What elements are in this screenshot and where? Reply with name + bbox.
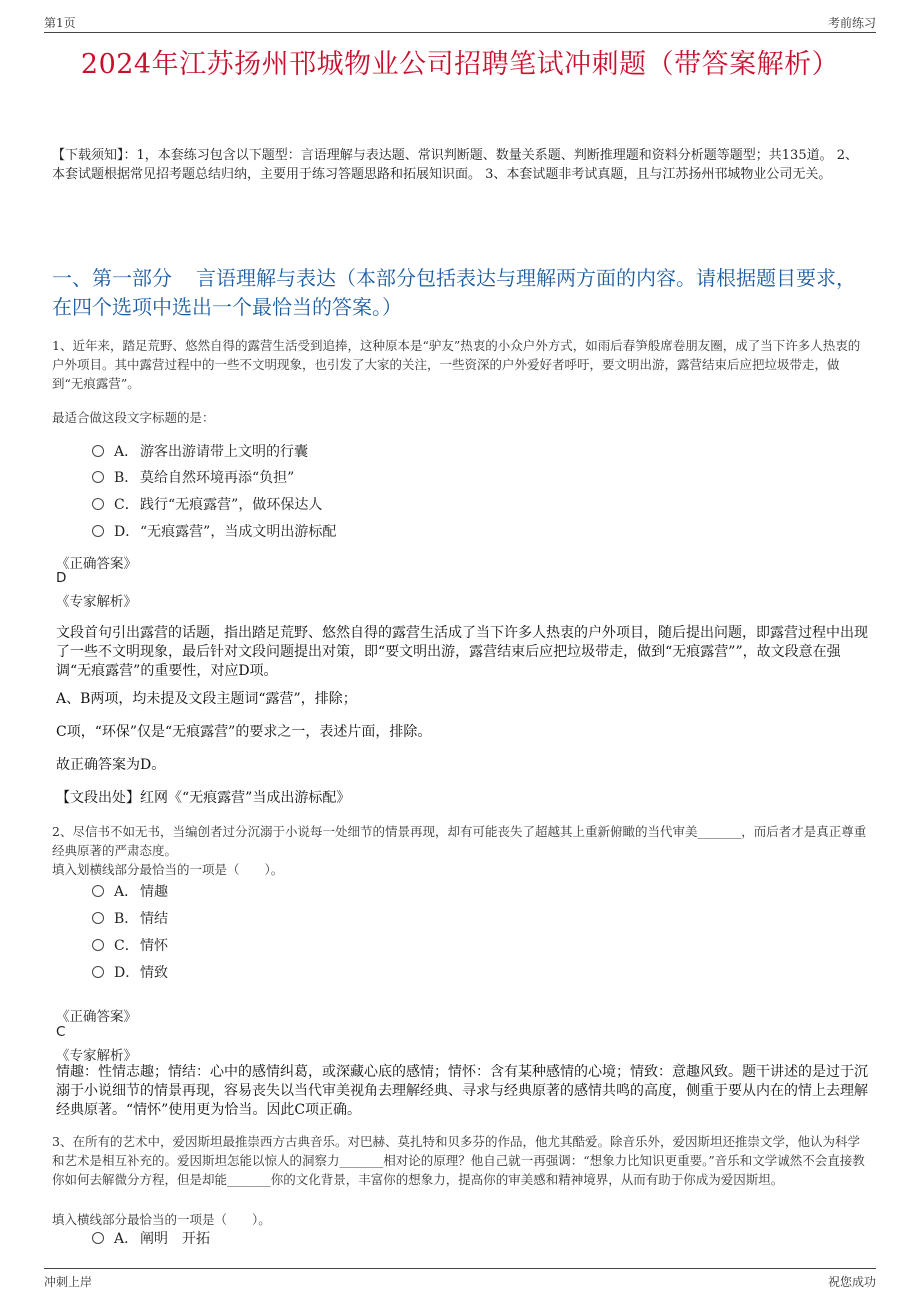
q2-analysis-label: 《专家解析》 (56, 1048, 137, 1064)
question-2-stem: 2、尽信书不如无书，当编创者过分沉溺于小说每一处细节的情景再现，却有可能丧失了超越其上重新俯瞰的当代审美_______，而后者才是真正尊重经典原著的严肃态度。 (52, 824, 867, 858)
page-footer (44, 1268, 876, 1293)
footer-right: 祝您成功 (827, 1275, 876, 1289)
q2-analysis: 情趣：性情志趣；情结：心中的感情纠葛，或深藏心底的感情；情怀：含有某种感情的心境；情致：意趣风致。题干讲述的是过于沉溺于小说细节的情景再现，容易丧失以当代审美视角去理解经典、寻求与经典原著的感情共鸣的高度，侧重于要从内在的情上去理解经典原著。“情怀”使用更为恰当。因此C项正确。 (56, 1064, 868, 1118)
q1-option-a[interactable]: A． 游客出游请带上文明的行囊 (92, 442, 308, 462)
question-3-stem: 3、在所有的艺术中，爱因斯坦最推崇西方古典音乐。对巴赫、莫扎特和贝多芬的作品，他尤其酷爱。除音乐外，爱因斯坦还推崇文学，他认为科学和艺术是相互补充的。爱因斯坦怎能以惊人的洞察力_______相对论的原理？他自己就一再强调：“想象力比知识更重要。”音乐和文学诚然不会直接教你如何去解微分方程，但是却能_______你的文化背景，丰富你的想象力，提高你的审美感和精神境界，从而有助于你成为爱因斯坦。 (52, 1134, 865, 1187)
q1-analysis-label: 《专家解析》 (56, 594, 137, 610)
q2-answer: C (56, 1024, 66, 1040)
section-heading (52, 264, 867, 322)
radio-icon[interactable] (92, 525, 104, 537)
q1-option-d[interactable]: D．“无痕露营”，当成文明出游标配 (92, 522, 336, 542)
q2-option-a[interactable]: A． 情趣 (92, 882, 168, 902)
document-title: 2024年江苏扬州邗城物业公司招聘笔试冲刺题（带答案解析） (80, 49, 840, 80)
radio-icon[interactable] (92, 1232, 104, 1244)
q1-option-b[interactable]: B． 莫给自然环境再添“负担” (92, 468, 294, 488)
q1-answer: D (56, 570, 67, 586)
section-number: 一、第一部分 (52, 266, 172, 290)
radio-icon[interactable] (92, 966, 104, 978)
q1-answer-label: 《正确答案》 (56, 556, 137, 572)
q1-analysis-p3: C项，“环保”仅是“无痕露营”的要求之一，表述片面，排除。 (56, 724, 432, 740)
q2-option-b[interactable]: B． 情结 (92, 909, 168, 929)
radio-icon[interactable] (92, 939, 104, 951)
radio-icon[interactable] (92, 912, 104, 924)
radio-icon[interactable] (92, 445, 104, 457)
q1-analysis-p2: A、B两项，均未提及文段主题词“露营”，排除； (56, 691, 357, 707)
download-notice: 【下载须知】：1，本套练习包含以下题型：言语理解与表达题、常识判断题、数量关系题、判断推理题和资料分析题等题型；共135道。 2、本套试题根据常见招考题总结归纳，主要用于练习答题思路和拓展知识面。 3、本套试题非考试真题，且与江苏扬州邗城物业公司无关。 (52, 148, 858, 182)
footer-left: 冲刺上岸 (44, 1275, 93, 1289)
question-1-ask: 最适合做这段文字标题的是： (52, 410, 215, 425)
q3-option-a[interactable]: A． 阐明 开拓 (92, 1229, 210, 1249)
radio-icon[interactable] (92, 471, 104, 483)
q2-option-c[interactable]: C．情怀 (92, 936, 168, 956)
question-1-stem: 1、近年来，踏足荒野、悠然自得的露营生活受到追捧，这种原本是“驴友”热衷的小众户外方式，如雨后春笋般席卷朋友圈，成了当下许多人热衷的户外项目。其中露营过程中的一些不文明现象，也引发了大家的关注，一些资深的户外爱好者呼吁，要文明出游，露营结束后应把垃圾带走，做到“无痕露营”。 (52, 338, 861, 391)
question-2-ask: 填入划横线部分最恰当的一项是（ ）。 (52, 862, 284, 877)
q2-answer-label: 《正确答案》 (56, 1009, 137, 1025)
q1-option-c[interactable]: C．践行“无痕露营”，做环保达人 (92, 495, 322, 515)
radio-icon[interactable] (92, 498, 104, 510)
question-3-ask: 填入横线部分最恰当的一项是（ ）。 (52, 1212, 271, 1227)
radio-icon[interactable] (92, 885, 104, 897)
q1-source: 【文段出处】红网《“无痕露营”当成出游标配》 (56, 790, 351, 806)
q1-analysis-p1: 文段首句引出露营的话题，指出踏足荒野、悠然自得的露营生活成了当下许多人热衷的户外项目，随后提出问题，即露营过程中出现了一些不文明现象，最后针对文段问题提出对策，即“要文明出游，露营结束后应把垃圾带走，做到“无痕露营””，故文段意在强调“无痕露营”的重要性，对应D项。 (56, 625, 868, 679)
header-tag: 考前练习 (827, 16, 876, 30)
section-text: 言语理解与表达（本部分包括表达与理解两方面的内容。请根据题目要求，在四个选项中选出一个最恰当的答案。） (52, 266, 856, 319)
q1-analysis-p4: 故正确答案为D。 (56, 757, 166, 773)
page-number: 第1页 (44, 16, 76, 30)
q2-option-d[interactable]: D．情致 (92, 963, 168, 983)
page-header (44, 12, 876, 33)
